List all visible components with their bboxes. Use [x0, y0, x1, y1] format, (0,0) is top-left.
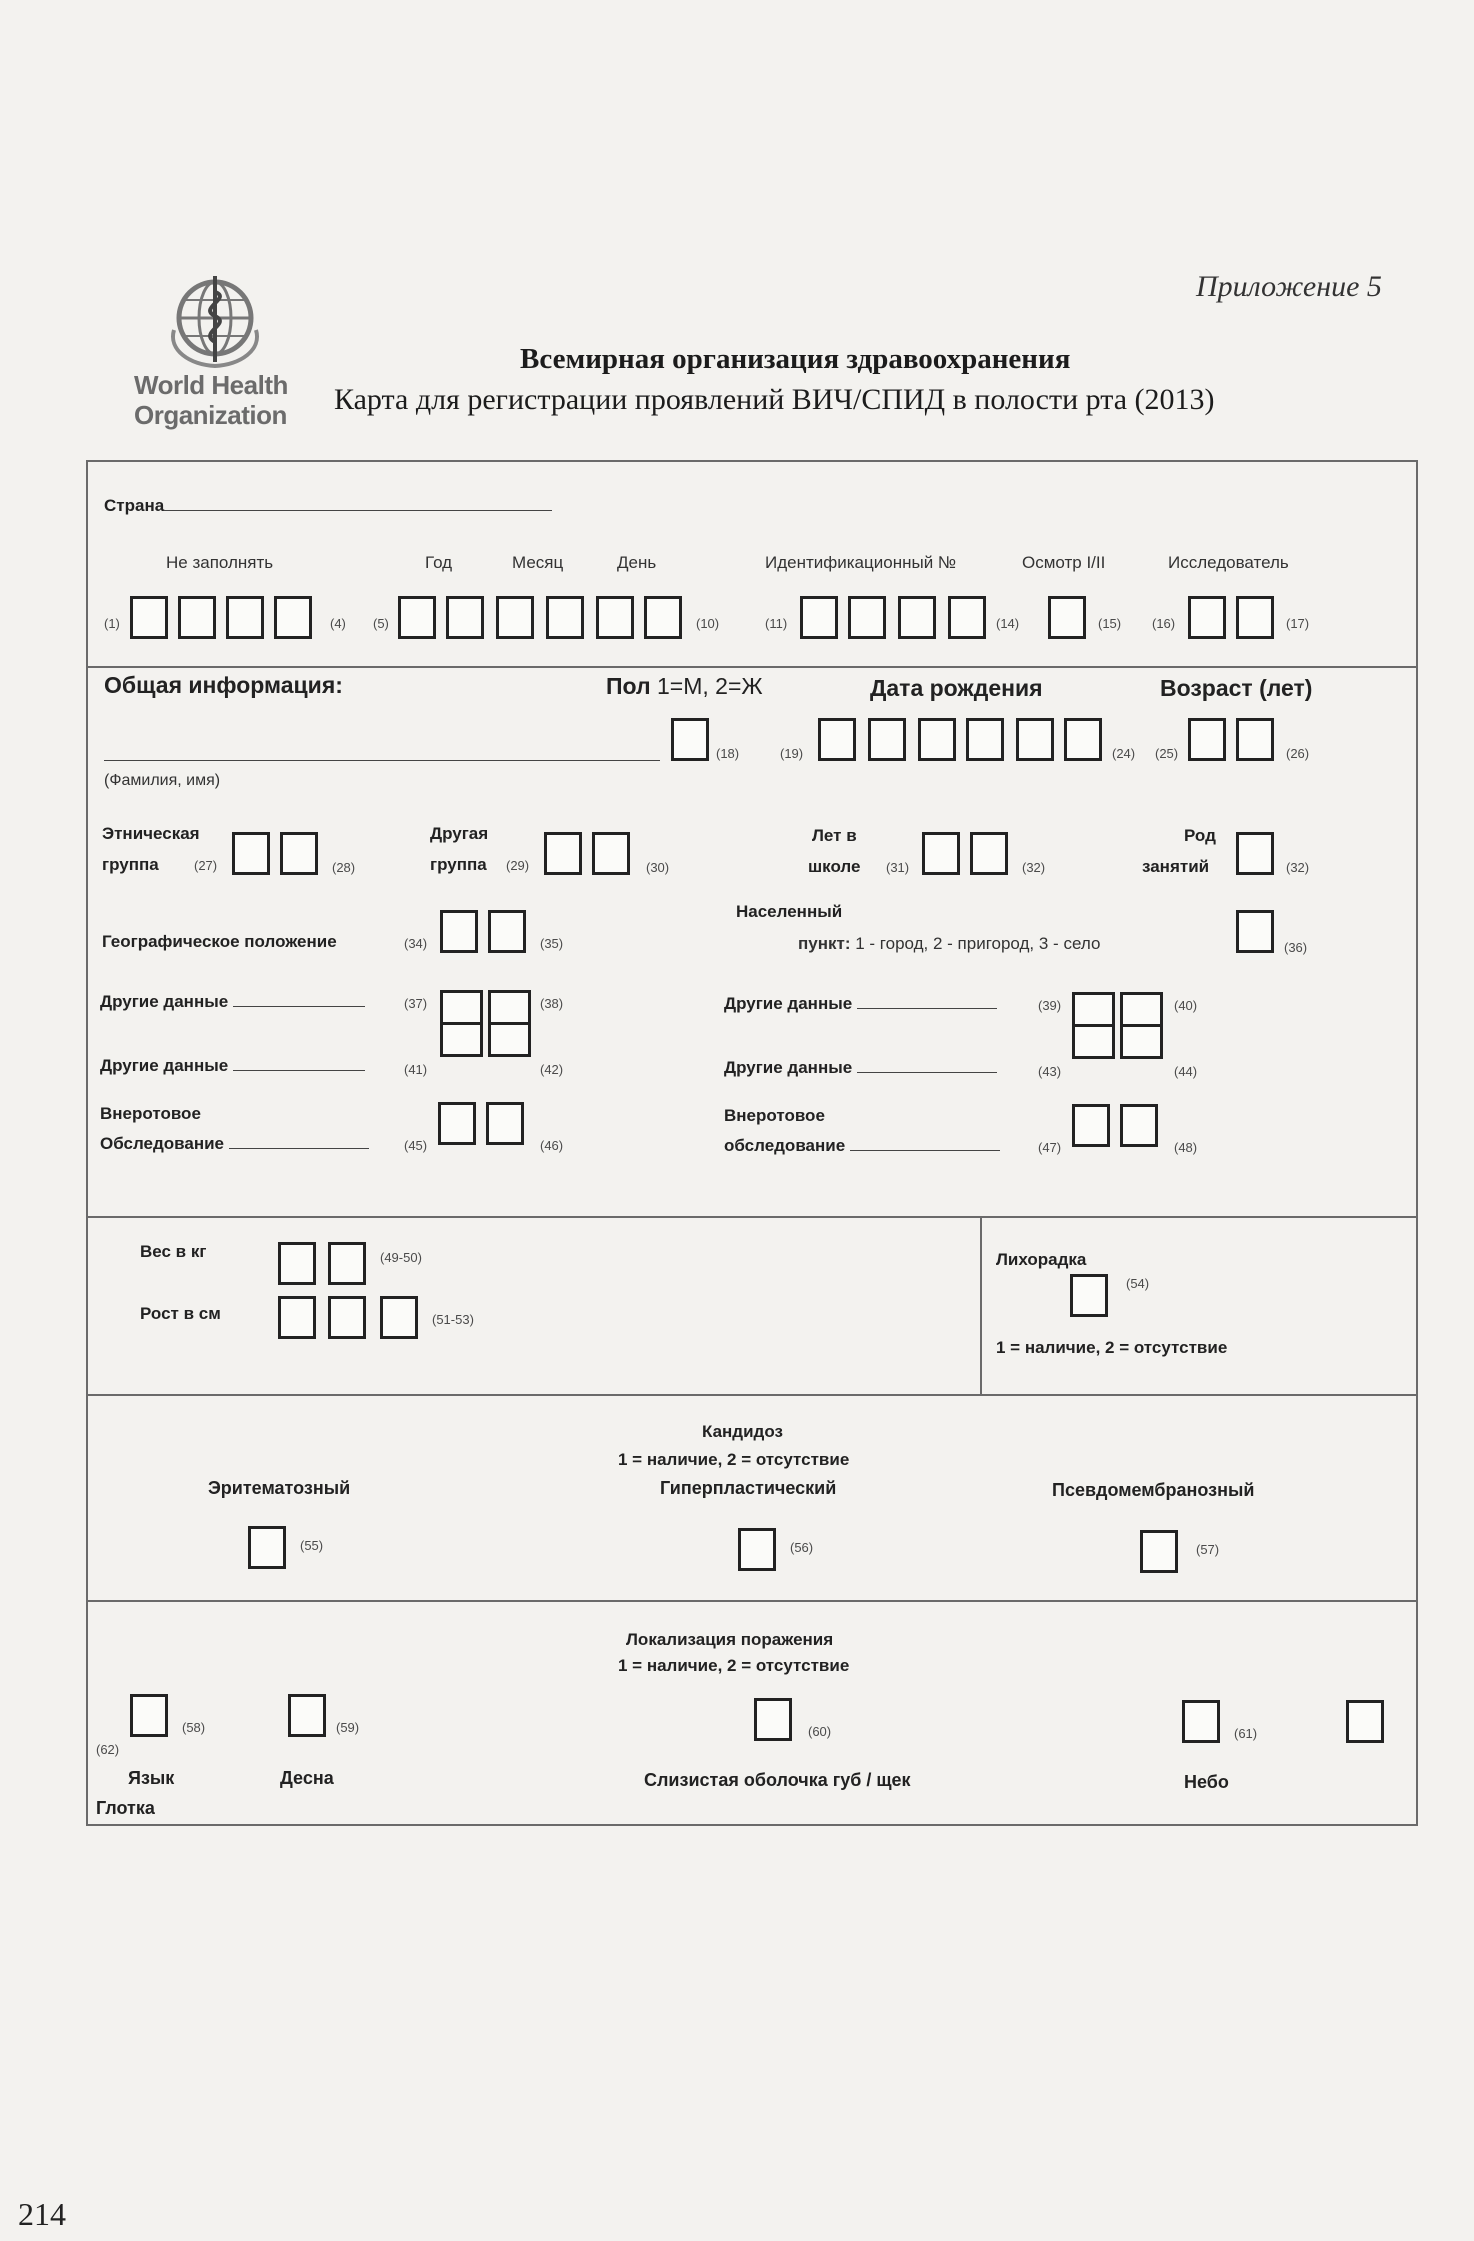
- field-number: (62): [96, 1742, 120, 1757]
- field-number: (61): [1234, 1726, 1258, 1741]
- country-label: Страна: [104, 496, 552, 516]
- palate-box[interactable]: [1182, 1700, 1220, 1743]
- page-number: 214: [18, 2196, 66, 2232]
- day-box[interactable]: [596, 596, 634, 639]
- fever-codes: 1 = наличие, 2 = отсутствие: [996, 1338, 1228, 1357]
- field-number: (48): [1174, 1140, 1198, 1155]
- dob-box[interactable]: [1064, 718, 1102, 761]
- field-number: (55): [300, 1538, 324, 1553]
- school-years-box[interactable]: [922, 832, 960, 875]
- other-group-box[interactable]: [544, 832, 582, 875]
- field-number: (10): [696, 616, 720, 631]
- pseudomembranous-box[interactable]: [1140, 1530, 1178, 1573]
- name-hint: (Фамилия, имя): [104, 772, 221, 789]
- lesion-location-codes: 1 = наличие, 2 = отсутствие: [618, 1656, 850, 1675]
- field-number: (38): [540, 996, 564, 1011]
- fever-box[interactable]: [1070, 1274, 1108, 1317]
- field-number: (35): [540, 936, 564, 951]
- field-number: (60): [808, 1724, 832, 1739]
- logo-line-2: Organization: [134, 400, 287, 430]
- month-label: Месяц: [512, 553, 564, 572]
- divider: [86, 1216, 1418, 1218]
- month-box[interactable]: [496, 596, 534, 639]
- who-emblem-icon: [160, 270, 270, 370]
- divider: [980, 1216, 982, 1394]
- year-label: Год: [425, 553, 453, 572]
- field-number: (45): [404, 1138, 428, 1153]
- age-box[interactable]: [1236, 718, 1274, 761]
- field-number: (16): [1152, 616, 1176, 631]
- other-data-box[interactable]: [440, 990, 483, 1057]
- day-label: День: [617, 553, 657, 572]
- weight-box[interactable]: [278, 1242, 316, 1285]
- id-number-box[interactable]: [800, 596, 838, 639]
- divider: [86, 1600, 1418, 1602]
- do-not-fill-box[interactable]: [226, 596, 264, 639]
- field-number: (32): [1022, 860, 1046, 875]
- examiner-box[interactable]: [1236, 596, 1274, 639]
- occupation-box[interactable]: [1236, 832, 1274, 875]
- geographic-location-box[interactable]: [488, 910, 526, 953]
- id-number-label: Идентификационный №: [765, 553, 957, 572]
- field-number: (54): [1126, 1276, 1150, 1291]
- field-number: (40): [1174, 998, 1198, 1013]
- extraoral-exam-label-2: обследование: [724, 1136, 1000, 1156]
- erythematous-label: Эритематозный: [208, 1478, 351, 1498]
- occupation-label: Род: [1184, 826, 1216, 845]
- general-info-title: Общая информация:: [104, 672, 343, 698]
- school-years-label: Лет в: [812, 826, 857, 845]
- extraoral-exam-label-2: Обследование: [100, 1134, 369, 1154]
- other-data-box[interactable]: [488, 990, 531, 1057]
- other-group-box[interactable]: [592, 832, 630, 875]
- field-number: (57): [1196, 1542, 1220, 1557]
- height-box[interactable]: [380, 1296, 418, 1339]
- dob-box[interactable]: [1016, 718, 1054, 761]
- field-number: (26): [1286, 746, 1310, 761]
- weight-label: Вес в кг: [140, 1242, 207, 1261]
- document-subtitle: Карта для регистрации проявлений ВИЧ/СПИД в полости рта (2013): [334, 383, 1215, 416]
- field-number: (19): [780, 746, 804, 761]
- other-data-label: Другие данные: [100, 1056, 365, 1076]
- dob-box[interactable]: [918, 718, 956, 761]
- sex-box[interactable]: [671, 718, 709, 761]
- logo-line-1: World Health: [134, 370, 288, 400]
- dob-label: Дата рождения: [870, 675, 1043, 701]
- mucosa-label: Слизистая оболочка губ / щек: [644, 1770, 911, 1790]
- ethnic-group-box[interactable]: [232, 832, 270, 875]
- age-label: Возраст (лет): [1160, 675, 1313, 701]
- ethnic-group-label-2: группа: [102, 855, 159, 874]
- other-group-label-2: группа: [430, 855, 487, 874]
- field-number: (4): [330, 616, 346, 631]
- field-number: (58): [182, 1720, 206, 1735]
- id-number-box[interactable]: [898, 596, 936, 639]
- erythematous-box[interactable]: [248, 1526, 286, 1569]
- candidiasis-title: Кандидоз: [702, 1422, 783, 1441]
- hyperplastic-box[interactable]: [738, 1528, 776, 1571]
- gum-label: Десна: [280, 1768, 334, 1788]
- age-box[interactable]: [1188, 718, 1226, 761]
- field-number: (49-50): [380, 1250, 422, 1265]
- extraoral-exam-box[interactable]: [438, 1102, 476, 1145]
- sex-label: Пол 1=М, 2=Ж: [606, 673, 763, 699]
- fever-label: Лихорадка: [996, 1250, 1087, 1269]
- pharynx-box[interactable]: [1346, 1700, 1384, 1743]
- dob-box[interactable]: [818, 718, 856, 761]
- field-number: (28): [332, 860, 356, 875]
- height-label: Рост в см: [140, 1304, 221, 1323]
- height-box[interactable]: [328, 1296, 366, 1339]
- examiner-label: Исследователь: [1168, 553, 1289, 572]
- appendix-label: Приложение 5: [1196, 270, 1382, 303]
- gum-box[interactable]: [288, 1694, 326, 1737]
- hyperplastic-label: Гиперпластический: [660, 1478, 837, 1498]
- other-data-box[interactable]: [1072, 992, 1115, 1059]
- field-number: (37): [404, 996, 428, 1011]
- field-number: (14): [996, 616, 1020, 631]
- pseudomembranous-label: Псевдомембранозный: [1052, 1480, 1255, 1500]
- exam-box[interactable]: [1048, 596, 1086, 639]
- field-number: (39): [1038, 998, 1062, 1013]
- field-number: (34): [404, 936, 428, 951]
- candidiasis-codes: 1 = наличие, 2 = отсутствие: [618, 1450, 850, 1469]
- who-logo: [132, 270, 302, 435]
- extraoral-exam-box[interactable]: [486, 1102, 524, 1145]
- field-number: (17): [1286, 616, 1310, 631]
- field-number: (44): [1174, 1064, 1198, 1079]
- do-not-fill-label: Не заполнять: [166, 553, 274, 572]
- field-number: (32): [1286, 860, 1310, 875]
- dob-box[interactable]: [966, 718, 1004, 761]
- school-years-box[interactable]: [970, 832, 1008, 875]
- geographic-location-label: Географическое положение: [102, 932, 337, 951]
- name-field-line[interactable]: [104, 760, 660, 761]
- year-box[interactable]: [398, 596, 436, 639]
- field-number: (27): [194, 858, 218, 873]
- tongue-box[interactable]: [130, 1694, 168, 1737]
- do-not-fill-box[interactable]: [274, 596, 312, 639]
- other-data-label: Другие данные: [724, 1058, 997, 1078]
- field-number: (29): [506, 858, 530, 873]
- ethnic-group-box[interactable]: [280, 832, 318, 875]
- settlement-label: Населенный: [736, 902, 843, 921]
- field-number: (24): [1112, 746, 1136, 761]
- settlement-box[interactable]: [1236, 910, 1274, 953]
- other-group-label: Другая: [430, 824, 489, 843]
- field-number: (15): [1098, 616, 1122, 631]
- field-number: (11): [765, 616, 788, 631]
- other-data-box[interactable]: [1120, 992, 1163, 1059]
- field-number: (56): [790, 1540, 814, 1555]
- settlement-codes: пункт: 1 - город, 2 - пригород, 3 - село: [798, 934, 1101, 953]
- month-box[interactable]: [546, 596, 584, 639]
- lesion-location-title: Локализация поражения: [626, 1630, 834, 1649]
- field-number: (42): [540, 1062, 564, 1077]
- extraoral-exam-box[interactable]: [1072, 1104, 1110, 1147]
- year-box[interactable]: [446, 596, 484, 639]
- field-number: (51-53): [432, 1312, 474, 1327]
- other-data-label: Другие данные: [724, 994, 997, 1014]
- divider: [86, 1394, 1418, 1396]
- field-number: (1): [104, 616, 120, 631]
- day-box[interactable]: [644, 596, 682, 639]
- weight-box[interactable]: [328, 1242, 366, 1285]
- examiner-box[interactable]: [1188, 596, 1226, 639]
- field-number: (41): [404, 1062, 428, 1077]
- palate-label: Небо: [1184, 1772, 1229, 1792]
- other-data-label: Другие данные: [100, 992, 365, 1012]
- id-number-box[interactable]: [948, 596, 986, 639]
- dob-box[interactable]: [868, 718, 906, 761]
- do-not-fill-box[interactable]: [130, 596, 168, 639]
- ethnic-group-label: Этническая: [102, 824, 200, 843]
- field-number: (18): [716, 746, 740, 761]
- extraoral-exam-box[interactable]: [1120, 1104, 1158, 1147]
- field-number: (59): [336, 1720, 360, 1735]
- field-number: (30): [646, 860, 670, 875]
- pharynx-label: Глотка: [96, 1798, 155, 1818]
- document-title: Всемирная организация здравоохранения: [520, 343, 1071, 375]
- extraoral-exam-label: Внеротовое: [724, 1106, 825, 1125]
- occupation-label-2: занятий: [1142, 857, 1210, 876]
- exam-label: Осмотр I/II: [1022, 553, 1106, 572]
- field-number: (5): [373, 616, 389, 631]
- extraoral-exam-label: Внеротовое: [100, 1104, 201, 1123]
- field-number: (36): [1284, 940, 1308, 955]
- field-number: (43): [1038, 1064, 1062, 1079]
- mucosa-box[interactable]: [754, 1698, 792, 1741]
- tongue-label: Язык: [128, 1768, 175, 1788]
- field-number: (31): [886, 860, 910, 875]
- height-box[interactable]: [278, 1296, 316, 1339]
- field-number: (47): [1038, 1140, 1062, 1155]
- school-years-label-2: школе: [808, 857, 861, 876]
- field-number: (46): [540, 1138, 564, 1153]
- do-not-fill-box[interactable]: [178, 596, 216, 639]
- id-number-box[interactable]: [848, 596, 886, 639]
- field-number: (25): [1155, 746, 1179, 761]
- divider: [86, 666, 1418, 668]
- geographic-location-box[interactable]: [440, 910, 478, 953]
